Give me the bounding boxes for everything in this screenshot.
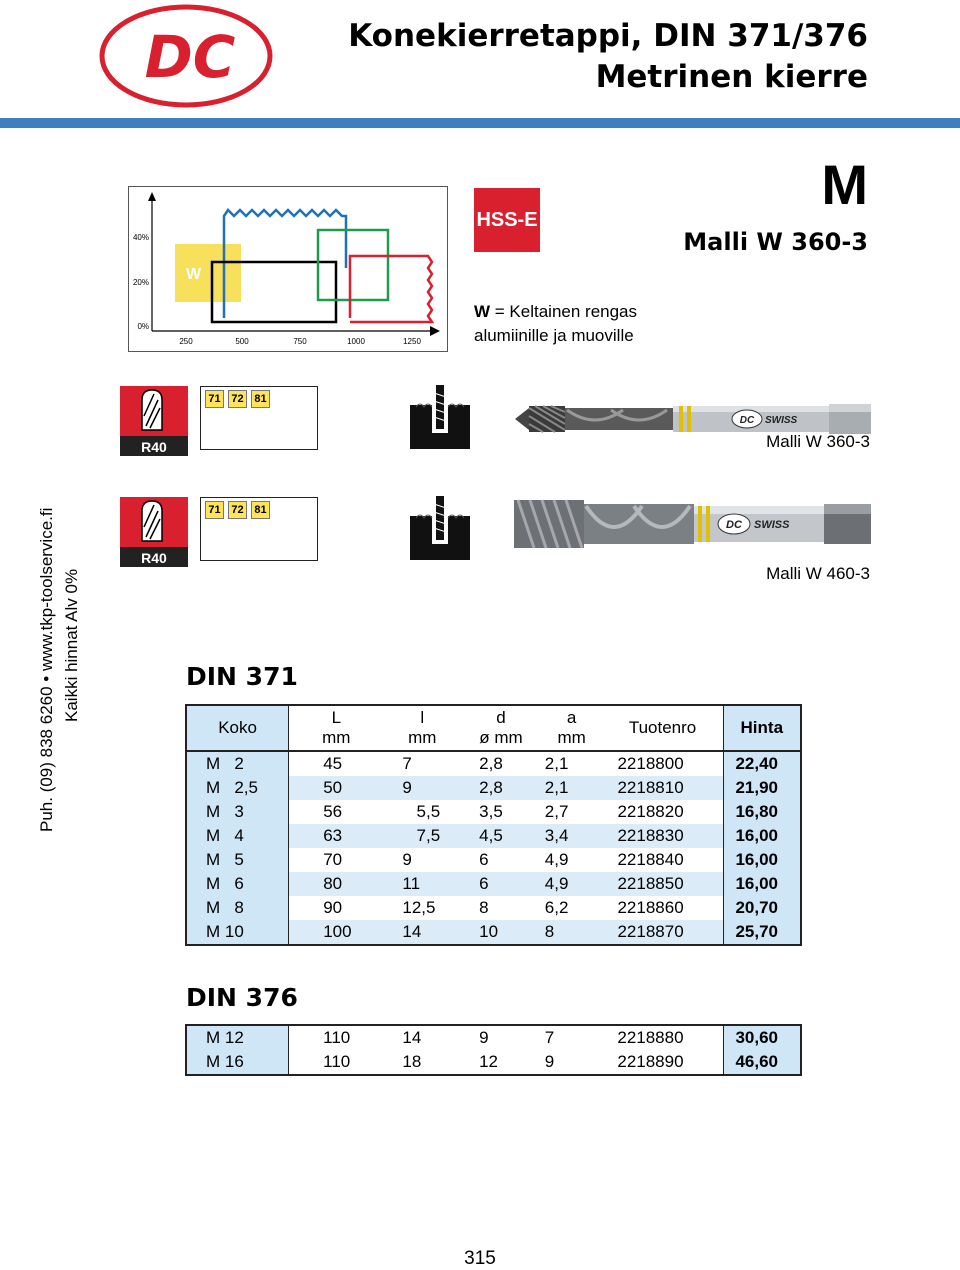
svg-text:DC: DC (726, 519, 742, 531)
thread-type-letter: M (821, 153, 868, 216)
cell-d: 6 (461, 872, 541, 896)
cell-l: 12,5 (402, 898, 436, 917)
table-row (186, 848, 801, 872)
cell-l: 7 (402, 754, 412, 773)
col-d: d ø mm (461, 705, 541, 751)
svg-text:SWISS: SWISS (765, 415, 798, 426)
blind-hole-icon (408, 496, 472, 562)
graph-y-tick: 0% (137, 322, 149, 331)
cell-l: 18 (402, 1052, 422, 1071)
material-code: 71 (205, 390, 224, 408)
cell-d: 10 (461, 920, 541, 945)
w-ring-note (474, 300, 637, 348)
cell-a: 3,4 (541, 824, 603, 848)
cell-koko: M 16 (186, 1050, 289, 1075)
svg-text:DC: DC (739, 415, 755, 426)
table-header-row (186, 705, 801, 751)
cell-d: 2,8 (461, 776, 541, 800)
graph-y-tick: 40% (132, 233, 149, 242)
cell-L: 56 (289, 800, 384, 824)
cell-l: 9 (402, 850, 412, 869)
cell-d: 2,8 (479, 754, 503, 773)
cell-tuotenro: 2218840 (617, 850, 684, 869)
cell-koko: M 6 (186, 872, 289, 896)
material-code: 72 (228, 390, 247, 408)
table-row (186, 920, 801, 945)
table-row (186, 896, 801, 920)
cell-d: 4,5 (461, 824, 541, 848)
graph-x-tick: 250 (179, 337, 193, 346)
graph-x-tick: 1000 (347, 337, 365, 346)
cell-a: 9 (544, 1052, 555, 1071)
speed-graph (128, 186, 448, 352)
cell-hinta: 16,00 (723, 872, 801, 896)
graph-x-tick: 750 (293, 337, 307, 346)
cell-a: 6,2 (544, 898, 569, 917)
table-row (186, 1025, 801, 1050)
cell-d: 12 (479, 1052, 498, 1071)
material-code: 72 (228, 501, 247, 519)
table-row (186, 751, 801, 776)
cell-hinta: 20,70 (723, 896, 801, 920)
cell-koko: M 4 (186, 824, 289, 848)
cell-L: 70 (289, 848, 384, 872)
cell-koko: M 2,5 (186, 776, 289, 800)
cell-a: 8 (541, 920, 603, 945)
material-codes (200, 386, 318, 450)
r40-label: R40 (141, 439, 167, 455)
graph-w-label: W (186, 266, 202, 283)
cell-L: 45 (289, 751, 384, 776)
cell-a: 7 (544, 1028, 555, 1047)
cell-hinta: 22,40 (723, 751, 801, 776)
side-contact-text (30, 420, 90, 840)
cell-l: 7,5 (383, 824, 461, 848)
model-title: Malli W 360-3 (683, 228, 868, 256)
graph-y-tick: 20% (132, 278, 149, 287)
cell-a: 2,1 (541, 776, 603, 800)
cell-a: 2,7 (544, 802, 569, 821)
cell-koko: M 5 (186, 848, 289, 872)
cell-l: 11 (383, 872, 461, 896)
side-phone-web: Puh. (09) 838 6260 • www.tkp-toolservice.fi (37, 507, 56, 832)
cell-l: 14 (402, 1028, 422, 1047)
side-vat-note: Kaikki hinnat Alv 0% (62, 568, 81, 722)
cell-L: 63 (289, 824, 384, 848)
cell-d: 3,5 (479, 802, 503, 821)
din376-title: DIN 376 (186, 983, 298, 1012)
cell-tuotenro: 2218820 (617, 802, 684, 821)
cell-hinta: 25,70 (723, 920, 801, 945)
material-code: 81 (251, 390, 270, 408)
cell-d: 6 (479, 850, 489, 869)
cell-tuotenro: 2218800 (617, 754, 684, 773)
cell-koko: M 3 (186, 800, 289, 824)
col-L: L mm (289, 705, 384, 751)
svg-text:SWISS: SWISS (754, 519, 790, 531)
col-a: a mm (541, 705, 603, 751)
graph-w-area (175, 244, 241, 302)
r40-badge (120, 497, 188, 567)
cell-koko: M 8 (186, 896, 289, 920)
cell-tuotenro: 2218890 (617, 1052, 684, 1071)
note-line2: alumiinille ja muoville (474, 326, 634, 345)
page-title-line2: Metrinen kierre (595, 59, 868, 95)
model-label-w360: Malli W 360-3 (766, 432, 870, 451)
cell-d: 9 (479, 1028, 489, 1047)
cell-hinta: 16,00 (723, 848, 801, 872)
cell-d: 8 (479, 898, 489, 917)
cell-hinta: 46,60 (723, 1050, 801, 1075)
logo-text: DC (144, 23, 236, 91)
cell-hinta: 21,90 (723, 776, 801, 800)
cell-tuotenro: 2218810 (602, 776, 723, 800)
model-label-w460: Malli W 460-3 (766, 564, 870, 583)
cell-tuotenro: 2218860 (617, 898, 684, 917)
note-key: W (474, 302, 491, 321)
cell-l: 5,5 (402, 802, 441, 821)
material-code: 81 (251, 501, 270, 519)
cell-tuotenro: 2218870 (602, 920, 723, 945)
tap-image-w460 (514, 492, 871, 556)
col-tuotenro: Tuotenro (602, 705, 723, 751)
material-codes (200, 497, 318, 561)
hss-e-badge: HSS-E (474, 188, 540, 252)
cell-hinta: 16,80 (723, 800, 801, 824)
cell-a: 2,1 (544, 754, 569, 773)
material-code: 71 (205, 501, 224, 519)
page-number: 315 (464, 1248, 496, 1269)
cell-L: 110 (289, 1050, 384, 1075)
col-koko: Koko (186, 705, 289, 751)
cell-a: 4,9 (544, 850, 569, 869)
cell-koko: M 2 (186, 751, 289, 776)
cell-L: 50 (289, 776, 384, 800)
dc-logo (98, 3, 274, 109)
r40-badge (120, 386, 188, 456)
table-row (186, 776, 801, 800)
col-l: l mm (383, 705, 461, 751)
col-hinta: Hinta (723, 705, 801, 751)
table-row (186, 872, 801, 896)
cell-l: 14 (383, 920, 461, 945)
cell-koko: M 12 (186, 1025, 289, 1050)
cell-tuotenro: 2218880 (617, 1028, 684, 1047)
din371-title: DIN 371 (186, 662, 298, 691)
table-row (186, 824, 801, 848)
cell-hinta: 16,00 (723, 824, 801, 848)
cell-L: 80 (289, 872, 384, 896)
page-title-line1: Konekierretappi, DIN 371/376 (348, 18, 868, 54)
cell-L: 90 (289, 896, 384, 920)
cell-tuotenro: 2218830 (602, 824, 723, 848)
table-row (186, 800, 801, 824)
graph-x-tick: 500 (235, 337, 249, 346)
cell-hinta: 30,60 (723, 1025, 801, 1050)
table-row (186, 1050, 801, 1075)
header-divider (0, 118, 960, 128)
cell-L: 100 (289, 920, 384, 945)
cell-L: 110 (289, 1025, 384, 1050)
graph-x-tick: 1250 (403, 337, 421, 346)
cell-tuotenro: 2218850 (602, 872, 723, 896)
blind-hole-icon (408, 385, 472, 451)
cell-koko: M 10 (186, 920, 289, 945)
r40-label: R40 (141, 550, 167, 566)
note-line1: = Keltainen rengas (490, 302, 638, 321)
cell-a: 4,9 (541, 872, 603, 896)
din376-table (185, 1024, 802, 1076)
din371-table (185, 704, 802, 946)
cell-l: 9 (383, 776, 461, 800)
